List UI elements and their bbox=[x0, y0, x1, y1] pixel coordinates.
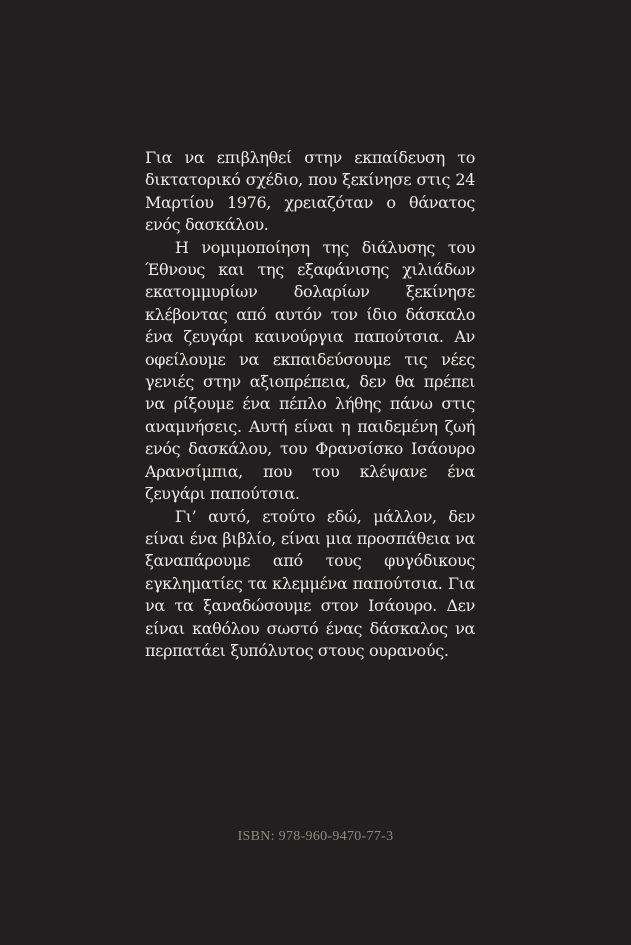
blurb-paragraph-1: Για να επιβληθεί στην εκπαίδευση το δικτατορικό σχέδιο, που ξεκίνησε στις 24 Μαρτίου 1976, χρειαζόταν ο θάνατος ενός δασκάλου. bbox=[145, 148, 475, 235]
blurb-paragraph-3: Γι’ αυτό, ετούτο εδώ, μάλλον, δεν είναι ένα βιβλίο, είναι μια προσπάθεια να ξαναπάρουμε από τους φυγόδικους εγκληματίες τα κλεμμένα παπούτσια. Για να τα ξαναδώσουμε στον Ισάουρο. Δεν είναι καθόλου σωστό ένας δάσκαλος να περπατάει ξυπόλυτος στους ουρανούς. bbox=[145, 506, 475, 660]
blurb-paragraph-2: Η νομιμοποίηση της διάλυσης του Έθνους και της εξαφάνισης χιλιάδων εκατομμυρίων δολαρίων ξεκίνησε κλέβοντας από αυτόν τον ίδιο δάσκαλο ένα ζευγάρι καινούργια παπούτσια. Αν οφείλουμε να εκπαιδεύσουμε τις νέες γενιές στην αξιοπρέπεια, δεν θα πρέπει να ρίξουμε ένα πέπλο λήθης πάνω στις αναμνήσεις. Αυτή είναι η παιδεμένη ζωή ενός δασκάλου, του Φρανσίσκο Ισάουρο Αρανσίμπια, που του κλέψανε ένα ζευγάρι παπούτσια. bbox=[145, 237, 475, 504]
back-cover-blurb bbox=[145, 147, 475, 662]
isbn-label: ISBN: 978-960-9470-77-3 bbox=[237, 829, 394, 844]
